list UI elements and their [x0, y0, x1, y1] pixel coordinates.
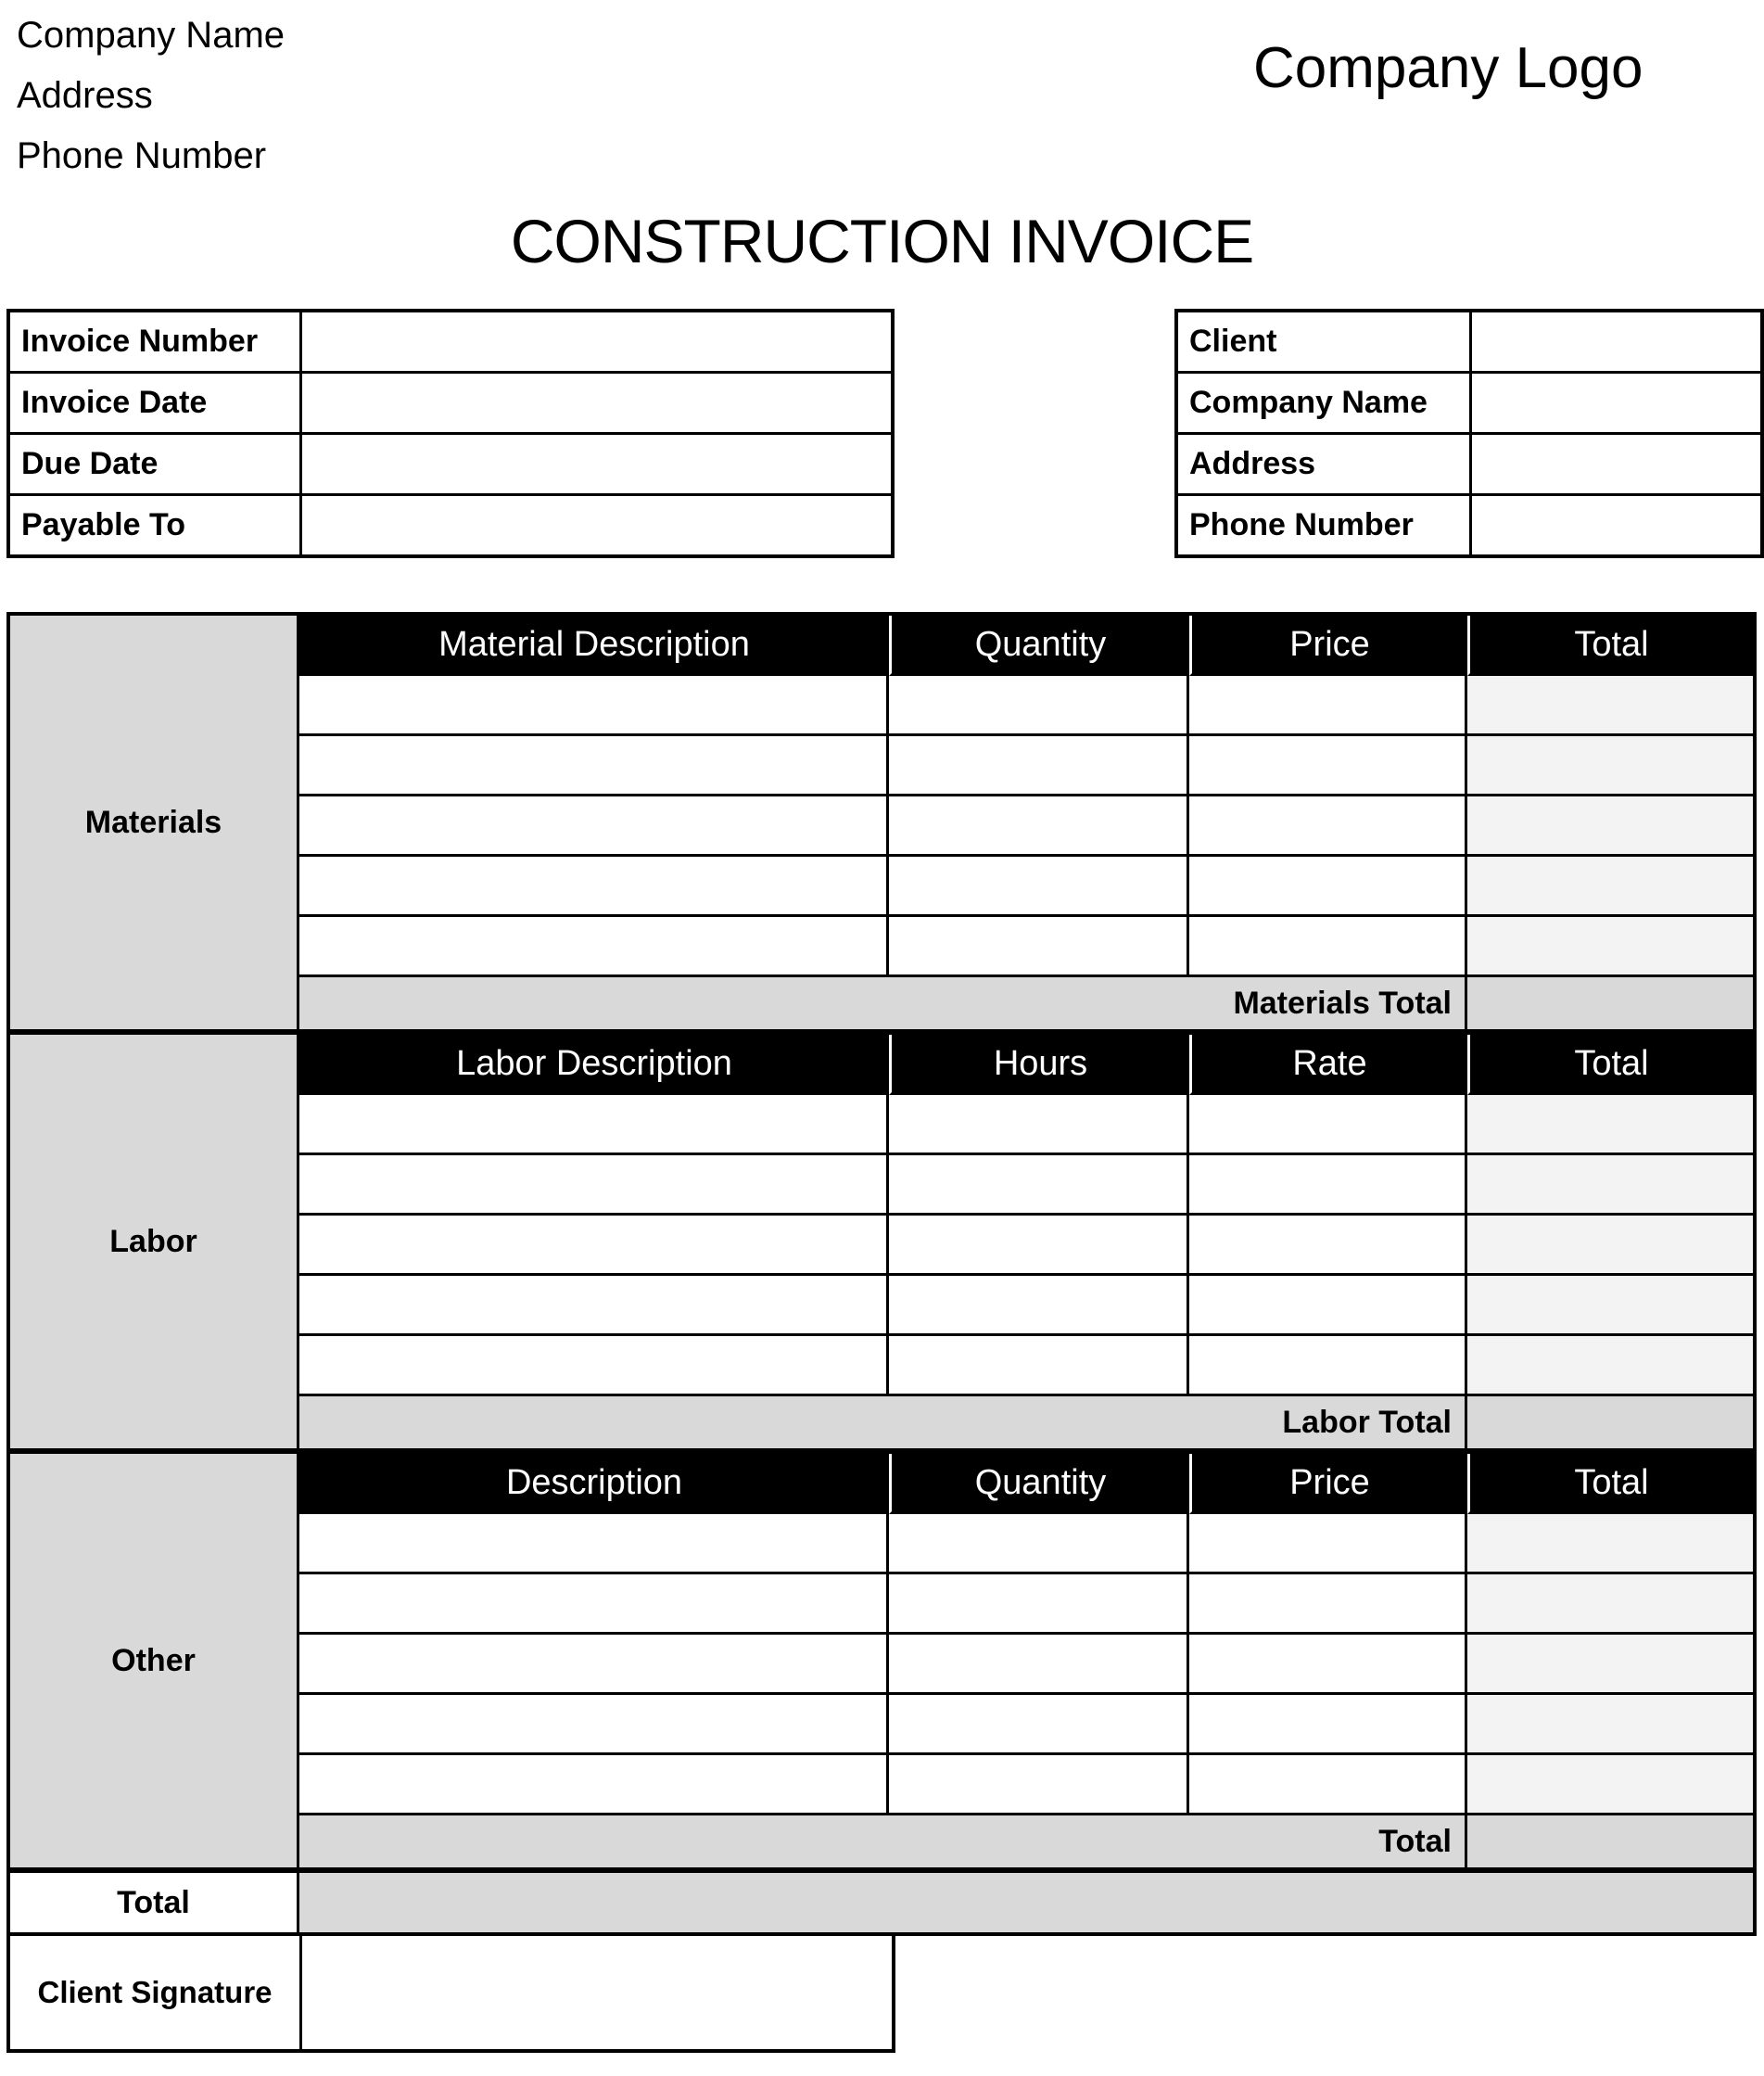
material-total-cell[interactable] [1467, 736, 1753, 796]
other-price-cell[interactable] [1189, 1755, 1467, 1815]
other-header-total: Total [1467, 1454, 1753, 1514]
client-phone-number-label: Phone Number [1178, 496, 1472, 554]
table-row [1178, 496, 1760, 554]
material-price-cell[interactable] [1189, 736, 1467, 796]
labor-hours-cell[interactable] [889, 1155, 1189, 1216]
material-price-cell[interactable] [1189, 676, 1467, 736]
other-total-value-cell[interactable] [1467, 1815, 1753, 1873]
labor-header-rate: Rate [1189, 1035, 1467, 1095]
labor-header-description: Labor Description [299, 1035, 889, 1095]
materials-section [10, 616, 1753, 1035]
client-address-label: Address [1178, 435, 1472, 493]
other-section-label: Other [10, 1454, 299, 1873]
other-header-quantity: Quantity [889, 1454, 1189, 1514]
labor-total-cell[interactable] [1467, 1216, 1753, 1276]
labor-header-hours: Hours [889, 1035, 1189, 1095]
client-company-name-field[interactable] [1472, 374, 1760, 432]
material-total-cell[interactable] [1467, 917, 1753, 977]
material-description-cell[interactable] [299, 917, 889, 977]
labor-rate-cell[interactable] [1189, 1095, 1467, 1155]
invoice-items-table [6, 612, 1757, 1936]
material-description-cell[interactable] [299, 796, 889, 857]
material-description-cell[interactable] [299, 676, 889, 736]
other-section [10, 1454, 1753, 1873]
labor-total-value-cell[interactable] [1467, 1396, 1753, 1454]
labor-total-cell[interactable] [1467, 1276, 1753, 1336]
letterhead [17, 6, 285, 186]
material-price-cell[interactable] [1189, 857, 1467, 917]
invoice-items-area [6, 612, 1757, 2053]
other-total-cell[interactable] [1467, 1635, 1753, 1695]
labor-header-total: Total [1467, 1035, 1753, 1095]
client-signature-row [6, 1936, 895, 2053]
other-header-price: Price [1189, 1454, 1467, 1514]
material-total-cell[interactable] [1467, 676, 1753, 736]
materials-header-price: Price [1189, 616, 1467, 676]
client-phone-number-field[interactable] [1472, 496, 1760, 554]
materials-header-total: Total [1467, 616, 1753, 676]
client-signature-field[interactable] [302, 1936, 892, 2049]
other-description-cell[interactable] [299, 1574, 889, 1635]
payable-to-field[interactable] [302, 496, 891, 554]
letterhead-address[interactable]: Address [17, 75, 153, 116]
material-price-cell[interactable] [1189, 917, 1467, 977]
other-quantity-cell[interactable] [889, 1695, 1189, 1755]
company-logo-placeholder[interactable]: Company Logo [1253, 36, 1643, 100]
other-total-cell[interactable] [1467, 1755, 1753, 1815]
material-quantity-cell[interactable] [889, 917, 1189, 977]
table-row [10, 496, 891, 554]
materials-header-description: Material Description [299, 616, 889, 676]
grand-total-row [10, 1873, 1753, 1932]
labor-total-cell[interactable] [1467, 1155, 1753, 1216]
other-total-cell[interactable] [1467, 1514, 1753, 1574]
labor-description-cell[interactable] [299, 1336, 889, 1396]
other-price-cell[interactable] [1189, 1695, 1467, 1755]
table-row [1178, 435, 1760, 496]
other-price-cell[interactable] [1189, 1574, 1467, 1635]
other-price-cell[interactable] [1189, 1635, 1467, 1695]
invoice-date-label: Invoice Date [10, 374, 302, 432]
letterhead-phone-number[interactable]: Phone Number [17, 135, 267, 176]
client-label: Client [1178, 312, 1472, 371]
material-total-cell[interactable] [1467, 857, 1753, 917]
labor-section-label: Labor [10, 1035, 299, 1454]
labor-total-cell[interactable] [1467, 1095, 1753, 1155]
invoice-date-field[interactable] [302, 374, 891, 432]
labor-section [10, 1035, 1753, 1454]
invoice-number-label: Invoice Number [10, 312, 302, 371]
table-row [1178, 374, 1760, 435]
other-total-cell[interactable] [1467, 1574, 1753, 1635]
table-row [10, 312, 891, 374]
other-description-cell[interactable] [299, 1635, 889, 1695]
other-quantity-cell[interactable] [889, 1574, 1189, 1635]
table-row [10, 374, 891, 435]
client-company-name-label: Company Name [1178, 374, 1472, 432]
materials-total-label: Materials Total [299, 977, 1467, 1035]
labor-description-cell[interactable] [299, 1155, 889, 1216]
table-row [1178, 312, 1760, 374]
labor-description-cell[interactable] [299, 1095, 889, 1155]
due-date-label: Due Date [10, 435, 302, 493]
other-total-label: Total [299, 1815, 1467, 1873]
material-total-cell[interactable] [1467, 796, 1753, 857]
other-total-cell[interactable] [1467, 1695, 1753, 1755]
client-details-table [1174, 309, 1764, 558]
other-price-cell[interactable] [1189, 1514, 1467, 1574]
material-price-cell[interactable] [1189, 796, 1467, 857]
labor-hours-cell[interactable] [889, 1095, 1189, 1155]
grand-total-value-cell[interactable] [299, 1873, 1753, 1932]
client-signature-label: Client Signature [10, 1936, 302, 2049]
other-description-cell[interactable] [299, 1514, 889, 1574]
materials-header-quantity: Quantity [889, 616, 1189, 676]
labor-rate-cell[interactable] [1189, 1216, 1467, 1276]
other-header-description: Description [299, 1454, 889, 1514]
labor-description-cell[interactable] [299, 1216, 889, 1276]
grand-total-label: Total [10, 1873, 299, 1932]
labor-rate-cell[interactable] [1189, 1336, 1467, 1396]
client-address-field[interactable] [1472, 435, 1760, 493]
labor-description-cell[interactable] [299, 1276, 889, 1336]
labor-hours-cell[interactable] [889, 1336, 1189, 1396]
material-quantity-cell[interactable] [889, 857, 1189, 917]
labor-total-cell[interactable] [1467, 1336, 1753, 1396]
page-title: CONSTRUCTION INVOICE [510, 207, 1254, 275]
materials-section-label: Materials [10, 616, 299, 1035]
payable-to-label: Payable To [10, 496, 302, 554]
other-description-cell[interactable] [299, 1755, 889, 1815]
client-field[interactable] [1472, 312, 1760, 371]
due-date-field[interactable] [302, 435, 891, 493]
invoice-number-field[interactable] [302, 312, 891, 371]
labor-total-label: Labor Total [299, 1396, 1467, 1454]
materials-total-value-cell[interactable] [1467, 977, 1753, 1035]
labor-hours-cell[interactable] [889, 1216, 1189, 1276]
other-quantity-cell[interactable] [889, 1635, 1189, 1695]
material-quantity-cell[interactable] [889, 676, 1189, 736]
letterhead-company-name[interactable]: Company Name [17, 15, 286, 56]
labor-hours-cell[interactable] [889, 1276, 1189, 1336]
table-row [10, 435, 891, 496]
labor-rate-cell[interactable] [1189, 1276, 1467, 1336]
other-quantity-cell[interactable] [889, 1755, 1189, 1815]
other-description-cell[interactable] [299, 1695, 889, 1755]
material-description-cell[interactable] [299, 736, 889, 796]
invoice-details-table [6, 309, 895, 558]
other-quantity-cell[interactable] [889, 1514, 1189, 1574]
labor-rate-cell[interactable] [1189, 1155, 1467, 1216]
material-quantity-cell[interactable] [889, 736, 1189, 796]
material-description-cell[interactable] [299, 857, 889, 917]
material-quantity-cell[interactable] [889, 796, 1189, 857]
